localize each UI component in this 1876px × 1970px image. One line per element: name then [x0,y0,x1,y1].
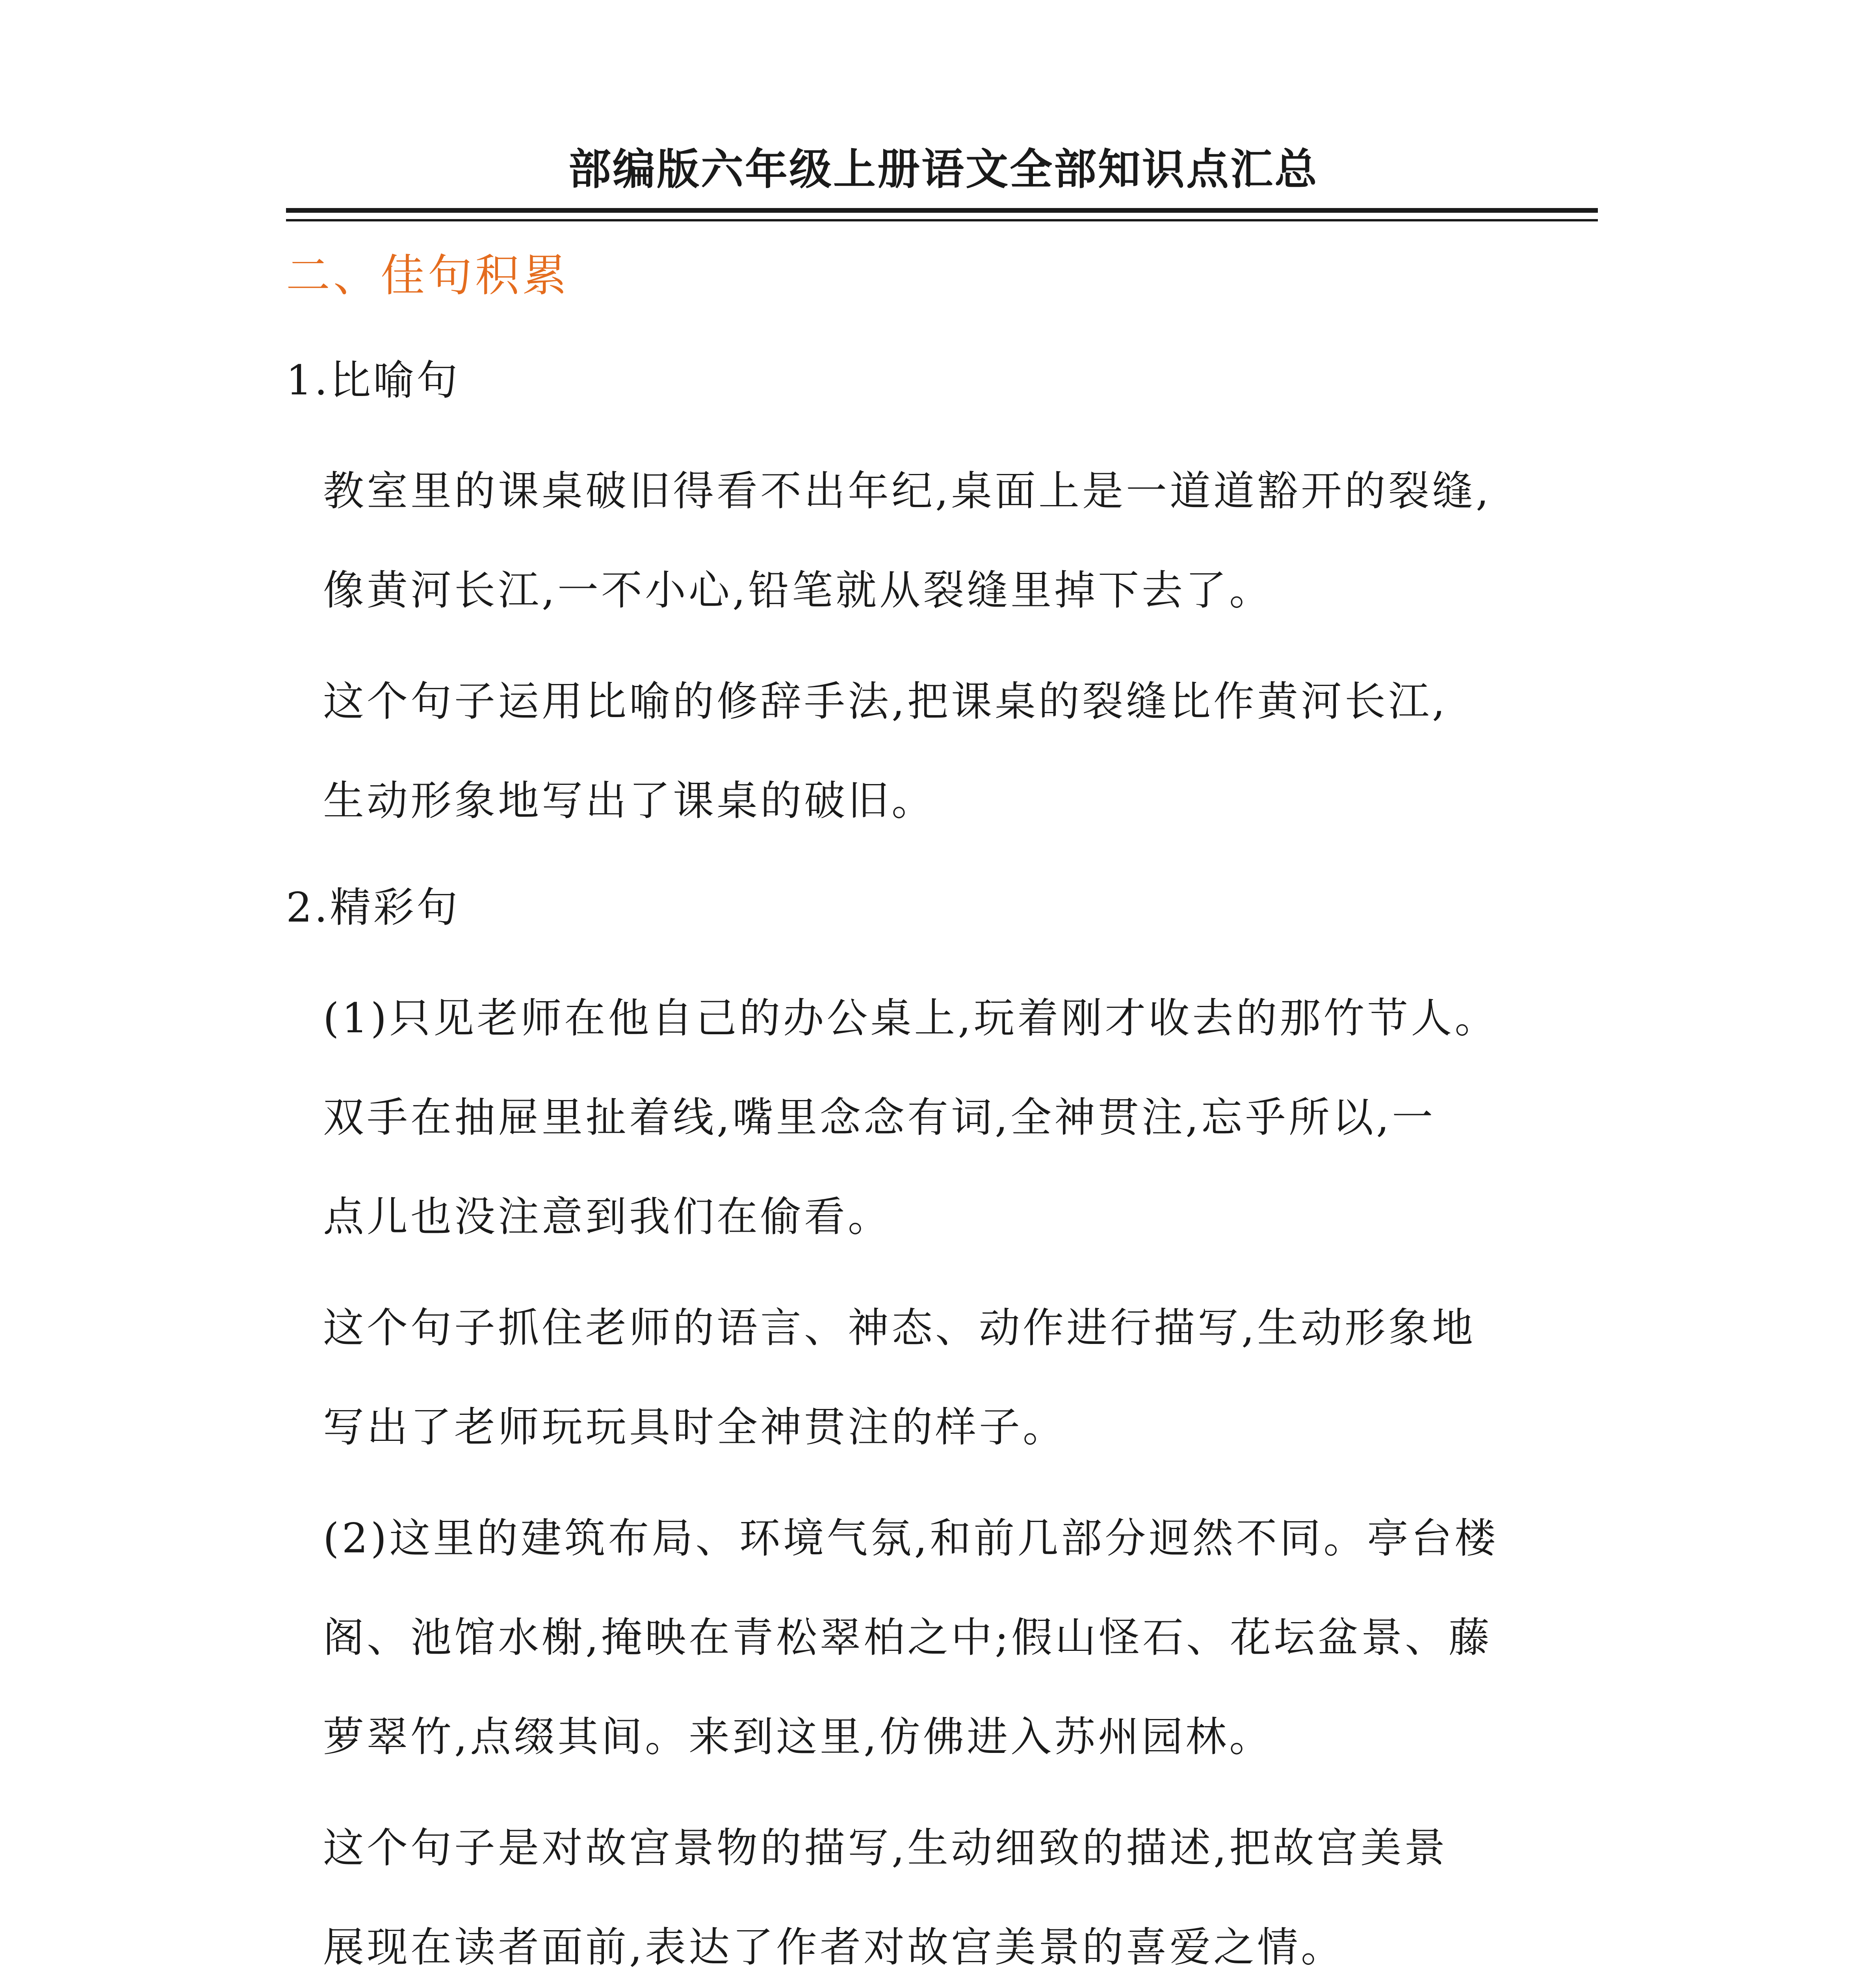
section-title: 二、佳句积累 [286,250,570,301]
text-line: 这个句子运用比喻的修辞手法,把课桌的裂缝比作黄河长江, [323,677,1448,725]
page-content [286,244,1602,1970]
document-title: 部编版六年级上册语文全部知识点汇总 [568,145,1319,194]
text-line: 像黄河长江,一不小心,铅笔就从裂缝里掉下去了。 [323,566,1273,614]
text-line: 这个句子抓住老师的语言、神态、动作进行描写,生动形象地 [323,1304,1476,1352]
text-line: 这个句子是对故宫景物的描写,生动细致的描述,把故宫美景 [323,1824,1448,1872]
text-line: (2)这里的建筑布局、环境气氛,和前几部分迥然不同。亭台楼 [323,1514,1499,1562]
paragraph [286,1278,1602,1477]
text-line: 双手在抽屉里扯着线,嘴里念念有词,全神贯注,忘乎所以,一 [323,1093,1436,1141]
group-metaphor [286,351,1602,850]
text-line: 阁、池馆水榭,掩映在青松翠柏之中;假山怪石、花坛盆景、藤 [323,1613,1493,1661]
header-rule-thick [286,208,1598,213]
sub-heading: 2.精彩句 [286,883,460,931]
paragraph [286,652,1602,850]
text-line: 萝翠竹,点缀其间。来到这里,仿佛进入苏州园林。 [323,1713,1273,1761]
paragraph [286,441,1602,640]
text-line: 生动形象地写出了课桌的破旧。 [323,777,936,825]
paragraph [286,1798,1602,1970]
text-line: 点儿也没注意到我们在偷看。 [323,1193,892,1241]
text-line: 教室里的课桌破旧得看不出年纪,桌面上是一道道豁开的裂缝, [323,467,1492,515]
text-line: 展现在读者面前,表达了作者对故宫美景的喜爱之情。 [323,1923,1345,1970]
header-rule-thin [286,219,1598,221]
text-line: 写出了老师玩玩具时全神贯注的样子。 [323,1403,1067,1451]
paragraph [286,1489,1602,1786]
paragraph [286,968,1602,1266]
group-wonderful-sentences [286,878,1602,1970]
sub-heading: 1.比喻句 [286,356,460,404]
text-line: (1)只见老师在他自己的办公桌上,玩着刚才收去的那竹节人。 [323,994,1499,1042]
